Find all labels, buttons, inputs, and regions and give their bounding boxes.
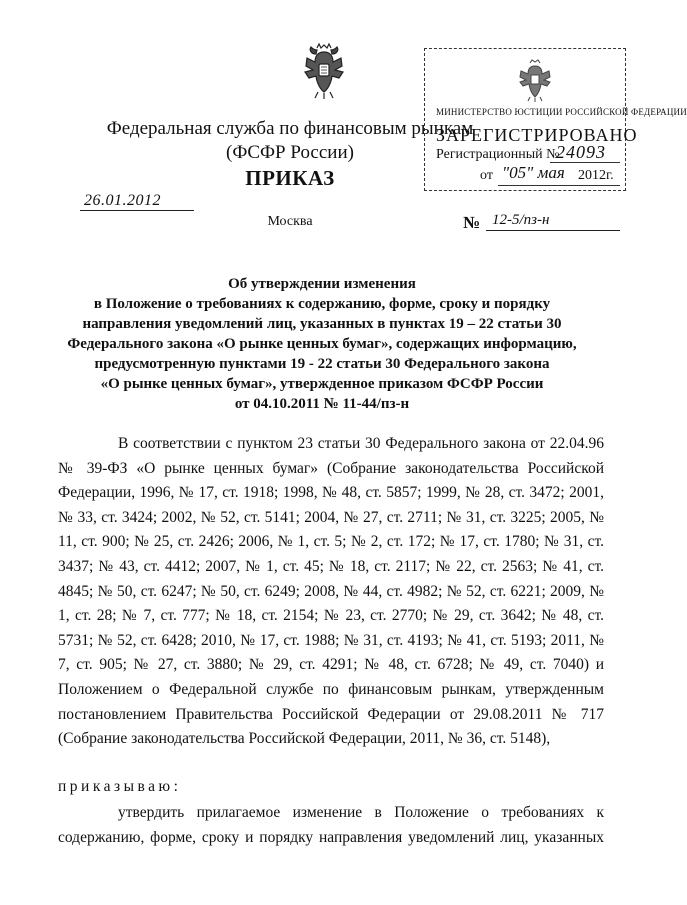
subject-line: в Положение о требованиях к содержанию, форме, сроку и порядку <box>93 296 551 312</box>
agency-name-line1: Федеральная служба по финансовым рынкам <box>106 118 474 139</box>
order-date: 26.01.2012 <box>80 192 194 211</box>
stamp-ministry: МИНИСТЕРСТВО ЮСТИЦИИ РОССИЙСКОЙ ФЕДЕРАЦИИ <box>436 107 687 117</box>
agency-name-line2: (ФСФР России) <box>226 142 354 163</box>
subject-line: Федерального закона «О рынке ценных бумаг», содержащих информацию, <box>67 336 577 352</box>
stamp-date-underline <box>498 185 620 186</box>
stamp-registered: ЗАРЕГИСТРИРОВАНО <box>436 125 638 145</box>
stamp-registration-year: 2012г. <box>578 168 614 183</box>
decree-word: приказываю: <box>58 778 182 795</box>
stamp-registration-label: Регистрационный № <box>436 147 560 162</box>
stamp-emblem-icon <box>518 58 552 102</box>
stamp-registration-number: 24093 <box>556 142 606 162</box>
agency-name <box>100 117 480 165</box>
body-paragraph-legal-basis: В соответствии с пунктом 23 статьи 30 Федерального закона от 22.04.96 № 39-ФЗ «О рынке ценных бумаг» (Собрание законодательства Российской Федерации, 1996, № 17, ст. 1918; 1998, № 48, ст. 5857; 1999, № 28, ст. 3472; 2001, № 33, ст. 3424; 2002, № 52, ст. 5141; 2004, № 27, ст. 2711; № 31, ст. 3225; 2005, № 11, ст. 900; № 25, ст. 2426; 2006, № 1, ст. 5; № 2, ст. 172; № 17, ст. 1780; № 31, ст. 3437; № 43, ст. 4412; 2007, № 1, ст. 45; № 18, ст. 2117; № 22, ст. 2563; № 41, ст. 4845; № 50, ст. 6247; № 50, ст. 6249; 2008, № 44, ст. 4982; № 52, ст. 6221; 2009, № 1, ст. 28; № 7, ст. 777; № 18, ст. 2154; № 23, ст. 2770; № 29, ст. 3642; № 48, ст. 5731; № 52, ст. 6428; 2010, № 17, ст. 1988; № 31, ст. 4193; № 41, ст. 5193; 2011, № 7, ст. 905; № 27, ст. 3880; № 29, ст. 4291; № 48, ст. 6728; № 49, ст. 7040) и Положением о Федеральной службе по финансовым рынкам, утвержденным постановлением Правительства Российской Федерации от 29.08.2011 № 717 (Собрание законодательства Российской Федерации, 2011, № 36, ст. 5148), <box>58 435 604 748</box>
stamp-registration-date: "05" мая <box>502 163 565 182</box>
subject-line: Об утверждении изменения <box>228 276 416 292</box>
order-subject <box>48 274 596 414</box>
order-title: ПРИКАЗ <box>245 166 335 190</box>
subject-line: от 04.10.2011 № 11-44/пз-н <box>234 396 410 412</box>
double-headed-eagle-emblem-icon <box>303 42 345 100</box>
body-paragraph-decree: утвердить прилагаемое изменение в Положение о требованиях к содержанию, форме, сроку и порядку направления уведомлений лиц, указанных <box>58 804 604 846</box>
subject-line: направления уведомлений лиц, указанных в пунктах 19 – 22 статьи 30 <box>82 316 562 332</box>
stamp-from-label: от <box>480 168 493 183</box>
subject-line: «О рынке ценных бумаг», утвержденное приказом ФСФР России <box>100 376 544 392</box>
subject-line: предусмотренную пунктами 19 - 22 статьи 30 Федерального закона <box>94 356 550 372</box>
order-number: 12-5/пз-н <box>486 210 620 231</box>
order-number-label: № <box>463 213 481 232</box>
city: Москва <box>267 214 313 229</box>
